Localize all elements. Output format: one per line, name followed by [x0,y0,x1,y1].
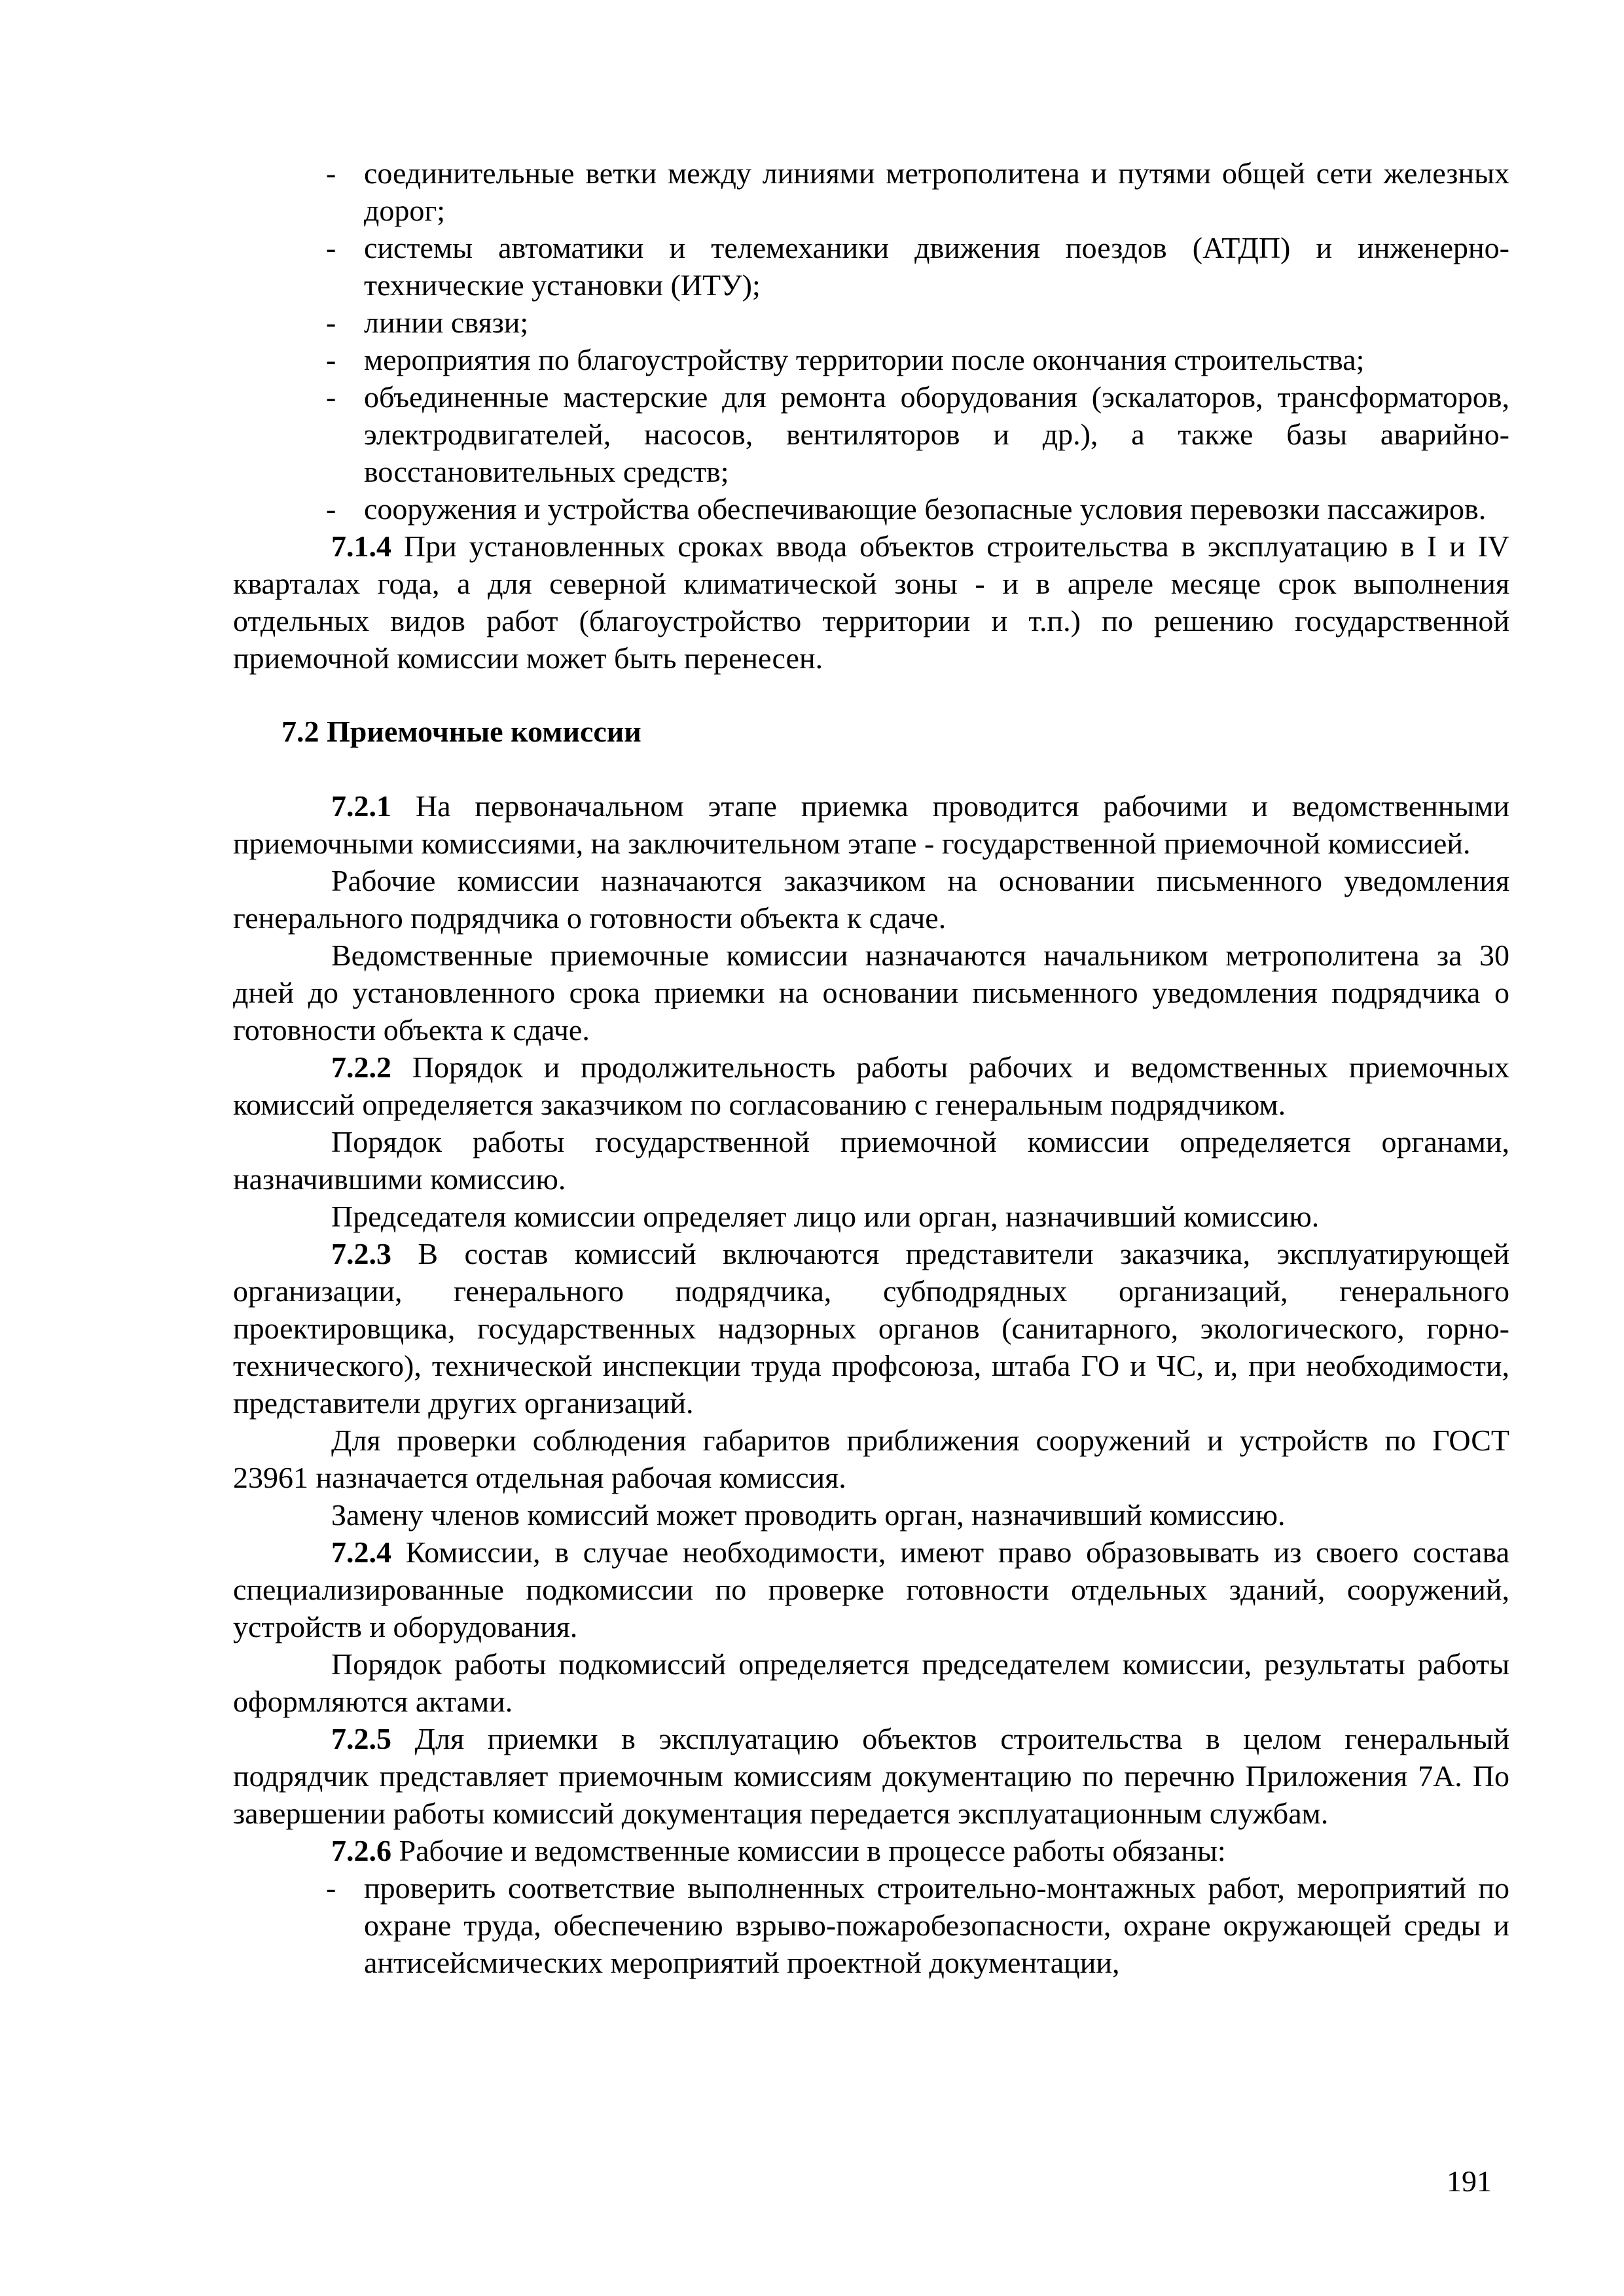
paragraph-state-commission-order: Порядок работы государственной приемочной комиссии определяется органами, назначившими комиссию. [233,1125,1509,1196]
paragraph-7-2-4 [233,1534,1509,1645]
clause-number: 7.2.3 [331,1237,391,1270]
clause-number: 7.1.4 [331,529,391,563]
section-heading: 7.2 Приемочные комиссии [281,715,641,748]
paragraph-7-2-2 [233,1049,1509,1123]
list-item-text: сооружения и устройства обеспечивающие безопасные условия перевозки пассажиров. [364,492,1487,526]
clause-number: 7.2.4 [331,1535,391,1569]
paragraph-working-commissions: Рабочие комиссии назначаются заказчиком на основании письменного уведомления генерального подрядчика о готовности объекта к сдаче. [233,864,1509,935]
list-dash: - [326,156,336,190]
paragraph-text: В состав комиссий включаются представители заказчика, эксплуатирующей организации, генерального подрядчика, субподрядных организаций, генерального проектировщика, государственных надзорных органов (санитарного, экологического, горно-технического), технической инспекции труда профсоюза, штаба ГО и ЧС, и, при необходимости, представители других организаций. [233,1237,1509,1420]
clause-number: 7.2.6 [331,1834,391,1867]
list-item-text: объединенные мастерские для ремонта оборудования (эскалаторов, трансформаторов, электродвигателей, насосов, вентиляторов и др.), а также базы аварийно-восстановительных средств; [364,380,1509,488]
paragraph-text: Рабочие и ведомственные комиссии в процессе работы обязаны: [391,1834,1226,1867]
clause-number: 7.2.5 [331,1722,391,1755]
list-bottom [233,1869,1509,1981]
page-content [233,154,1509,1981]
paragraph-chairman: Председателя комиссии определяет лицо или орган, назначивший комиссию. [331,1200,1320,1233]
paragraph-text: При установленных сроках ввода объектов строительства в эксплуатацию в I и IV кварталах года, а для северной климатической зоны - и в апреле месяце срок выполнения отдельных видов работ (благоустройство территории и т.п.) по решению государственной приемочной комиссии может быть перенесен. [233,529,1509,675]
paragraph-7-2-1 [233,787,1509,862]
list-dash: - [326,492,336,526]
list-item [233,378,1509,490]
list-item [233,229,1509,304]
list-item [233,154,1509,229]
paragraph-text: Для приемки в эксплуатацию объектов строительства в целом генеральный подрядчик представляет приемочным комиссиям документацию по перечню Приложения 7А. По завершении работы комиссий документация передается эксплуатационным службам. [233,1722,1509,1830]
list-item-text: мероприятия по благоустройству территории после окончания строительства; [364,343,1365,376]
list-item-text: линии связи; [364,306,529,339]
list-item-text: соединительные ветки между линиями метрополитена и путями общей сети железных дорог; [364,156,1509,227]
list-item [233,490,1509,528]
paragraph-departmental-commissions: Ведомственные приемочные комиссии назначаются начальником метрополитена за 30 дней до установленного срока приемки на основании письменного уведомления подрядчика о готовности объекта к сдаче. [233,939,1509,1047]
clause-number: 7.2.1 [331,789,391,823]
paragraph-7-2-5 [233,1720,1509,1832]
paragraph-subcommissions: Порядок работы подкомиссий определяется председателем комиссии, результаты работы оформляются актами. [233,1647,1509,1718]
list-dash: - [326,343,336,376]
paragraph-7-1-4 [233,528,1509,677]
paragraph-gost: Для проверки соблюдения габаритов приближения сооружений и устройств по ГОСТ 23961 назначается отдельная рабочая комиссия. [233,1424,1509,1494]
list-item-text: системы автоматики и телемеханики движения поездов (АТДП) и инженерно-технические установки (ИТУ); [364,231,1509,302]
list-item [233,341,1509,378]
list-dash: - [326,306,336,339]
paragraph-text: Комиссии, в случае необходимости, имеют право образовывать из своего состава специализированные подкомиссии по проверке готовности отдельных зданий, сооружений, устройств и оборудования. [233,1535,1509,1643]
paragraph-member-replacement: Замену членов комиссий может проводить орган, назначивший комиссию. [331,1498,1286,1532]
list-dash: - [326,380,336,414]
list-item [233,304,1509,341]
paragraph-7-2-6 [233,1832,1509,1869]
paragraph-text: Порядок и продолжительность работы рабочих и ведомственных приемочных комиссий определяется заказчиком по согласованию с генеральным подрядчиком. [233,1050,1509,1121]
list-dash: - [326,1871,336,1905]
paragraph-text: На первоначальном этапе приемка проводится рабочими и ведомственными приемочными комиссиями, на заключительном этапе - государственной приемочной комиссией. [233,789,1509,860]
list-item [233,1869,1509,1981]
list-top [233,154,1509,528]
list-item-text: проверить соответствие выполненных строительно-монтажных работ, мероприятий по охране труда, обеспечению взрыво-пожаробезопасности, охране окружающей среды и антисейсмических мероприятий проектной документации, [364,1871,1509,1979]
clause-number: 7.2.2 [331,1050,391,1084]
page-number: 191 [1447,2164,1492,2198]
paragraph-7-2-3 [233,1235,1509,1422]
list-dash: - [326,231,336,264]
